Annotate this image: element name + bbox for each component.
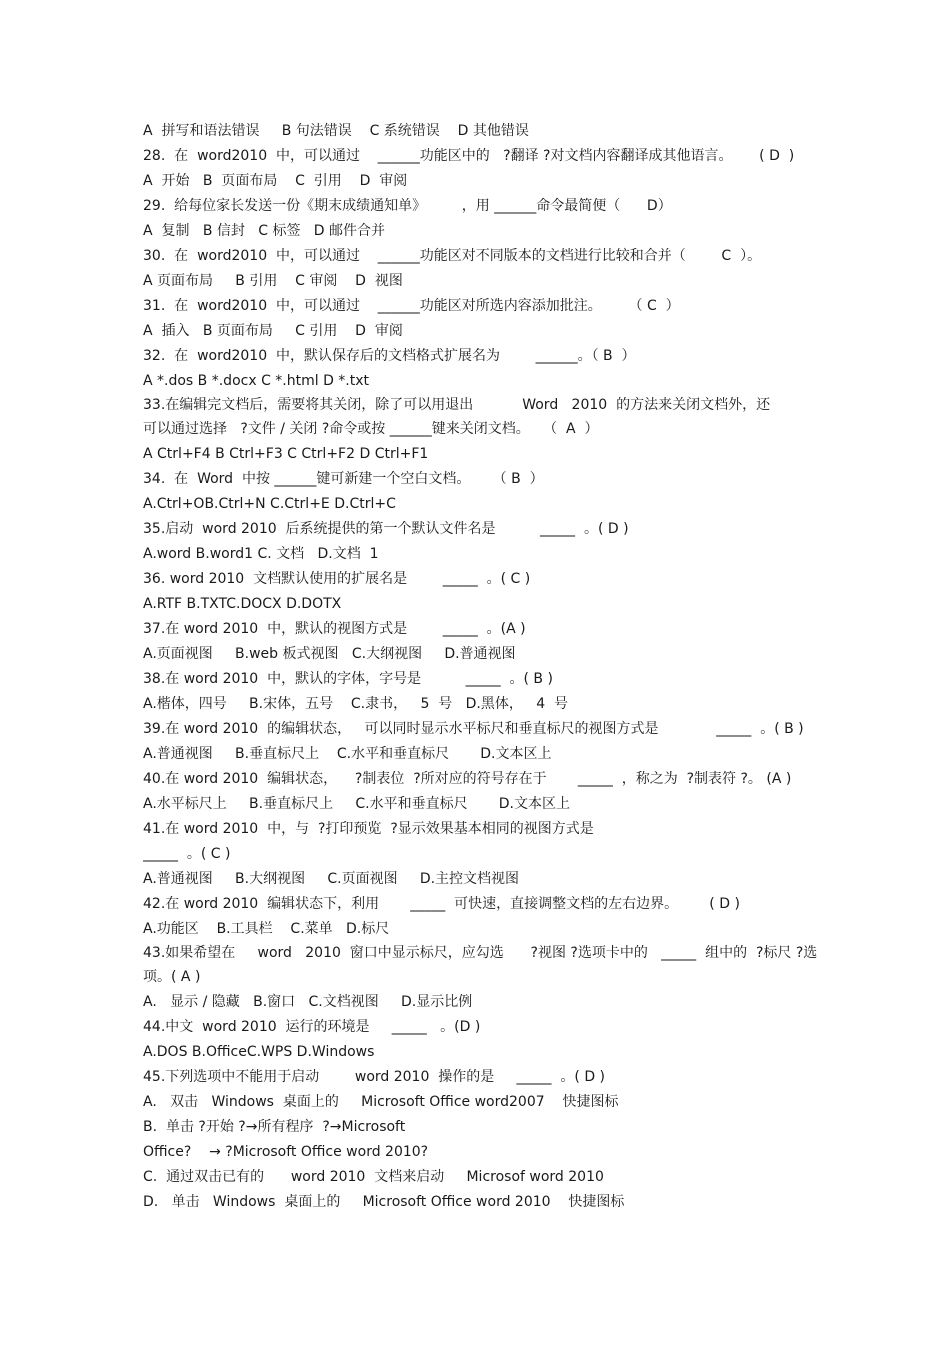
- option-45-a: A. 双击 Windows 桌面上的 Microsoft Office word2007 快捷图标: [143, 1094, 619, 1110]
- options-38: A.楷体，四号 B.宋体，五号 C.隶书， 5 号 D.黑体， 4 号: [143, 696, 569, 712]
- question-43-cont: 项。( A ): [143, 969, 201, 985]
- options-29: A 复制 B 信封 C 标签 D 邮件合并: [143, 223, 386, 239]
- question-35: 35.启动 word 2010 后系统提供的第一个默认文件名是 _____ 。( D ): [143, 521, 629, 537]
- option-45-d: D. 单击 Windows 桌面上的 Microsoft Office word 2010 快捷图标: [143, 1194, 625, 1210]
- options-35: A.word B.word1 C. 文档 D.文档 1: [143, 546, 379, 562]
- question-42: 42.在 word 2010 编辑状态下，利用 _____ 可快速，直接调整文档的左右边界。 ( D ): [143, 896, 740, 912]
- question-43: 43.如果希望在 word 2010 窗口中显示标尺，应勾选 ?视图 ?选项卡中的 _____ 组中的 ?标尺 ?选: [143, 945, 818, 961]
- question-32: 32. 在 word2010 中，默认保存后的文档格式扩展名为 ______。（ B ）: [143, 348, 636, 364]
- options-36: A.RTF B.TXTC.DOCX D.DOTX: [143, 596, 342, 612]
- question-29: 29. 给每位家长发送一份《期末成绩通知单》 ，用 ______命令最简便（ D）: [143, 198, 672, 214]
- option-45-b: B. 单击 ?开始 ?→所有程序 ?→Microsoft: [143, 1119, 406, 1135]
- question-40: 40.在 word 2010 编辑状态， ?制表位 ?所对应的符号存在于 _____ ，称之为 ?制表符 ?。 (A ): [143, 771, 792, 787]
- options-32: A *.dos B *.docx C *.html D *.txt: [143, 373, 370, 389]
- options-40: A.水平标尺上 B.垂直标尺上 C.水平和垂直标尺 D.文本区上: [143, 796, 570, 812]
- options-41: A.普通视图 B.大纲视图 C.页面视图 D.主控文档视图: [143, 871, 520, 887]
- question-37: 37.在 word 2010 中，默认的视图方式是 _____ 。(A ): [143, 621, 526, 637]
- document-body: [143, 119, 823, 1215]
- question-33-cont: 可以通过选择 ?文件 / 关闭 ?命令或按 ______键来关闭文档。 （ A ）: [143, 421, 599, 437]
- options-28: A 开始 B 页面布局 C 引用 D 审阅: [143, 173, 408, 189]
- options-39: A.普通视图 B.垂直标尺上 C.水平和垂直标尺 D.文本区上: [143, 746, 552, 762]
- question-45: 45.下列选项中不能用于启动 word 2010 操作的是 _____ 。( D ): [143, 1069, 606, 1085]
- question-39: 39.在 word 2010 的编辑状态， 可以同时显示水平标尺和垂直标尺的视图方式是 _____ 。( B ): [143, 721, 804, 737]
- question-36: 36. word 2010 文档默认使用的扩展名是 _____ 。( C ): [143, 571, 531, 587]
- question-38: 38.在 word 2010 中，默认的字体，字号是 _____ 。( B ): [143, 671, 553, 687]
- options-31: A 插入 B 页面布局 C 引用 D 审阅: [143, 323, 403, 339]
- question-33: 33.在编辑完文档后，需要将其关闭，除了可以用退出 Word 2010 的方法来关闭文档外，还: [143, 397, 771, 413]
- option-45-c: C. 通过双击已有的 word 2010 文档来启动 Microsof word 2010: [143, 1169, 604, 1185]
- question-41: 41.在 word 2010 中，与 ?打印预览 ?显示效果基本相同的视图方式是: [143, 821, 594, 837]
- option-45-b-cont: Office? → ?Microsoft Office word 2010?: [143, 1144, 429, 1160]
- question-30: 30. 在 word2010 中，可以通过 ______功能区对不同版本的文档进行比较和合并（ C ）。: [143, 248, 762, 264]
- question-31: 31. 在 word2010 中，可以通过 ______功能区对所选内容添加批注。 （ C ）: [143, 298, 680, 314]
- options-44: A.DOS B.OfficeC.WPS D.Windows: [143, 1044, 375, 1060]
- options-34: A.Ctrl+OB.Ctrl+N C.Ctrl+E D.Ctrl+C: [143, 496, 396, 512]
- options-33: A Ctrl+F4 B Ctrl+F3 C Ctrl+F2 D Ctrl+F1: [143, 446, 429, 462]
- question-34: 34. 在 Word 中按 ______键可新建一个空白文档。 （ B ）: [143, 471, 544, 487]
- options-37: A.页面视图 B.web 板式视图 C.大纲视图 D.普通视图: [143, 646, 516, 662]
- options-42: A.功能区 B.工具栏 C.菜单 D.标尺: [143, 921, 390, 937]
- option-line: A 拼写和语法错误 B 句法错误 C 系统错误 D 其他错误: [143, 123, 529, 139]
- question-44: 44.中文 word 2010 运行的环境是 _____ 。(D ): [143, 1019, 481, 1035]
- options-30: A 页面布局 B 引用 C 审阅 D 视图: [143, 273, 403, 289]
- question-28: 28. 在 word2010 中，可以通过 ______功能区中的 ?翻译 ?对文档内容翻译成其他语言。 ( D ): [143, 148, 795, 164]
- options-43: A. 显示 / 隐藏 B.窗口 C.文档视图 D.显示比例: [143, 994, 473, 1010]
- question-41-cont: _____ 。( C ): [143, 846, 231, 862]
